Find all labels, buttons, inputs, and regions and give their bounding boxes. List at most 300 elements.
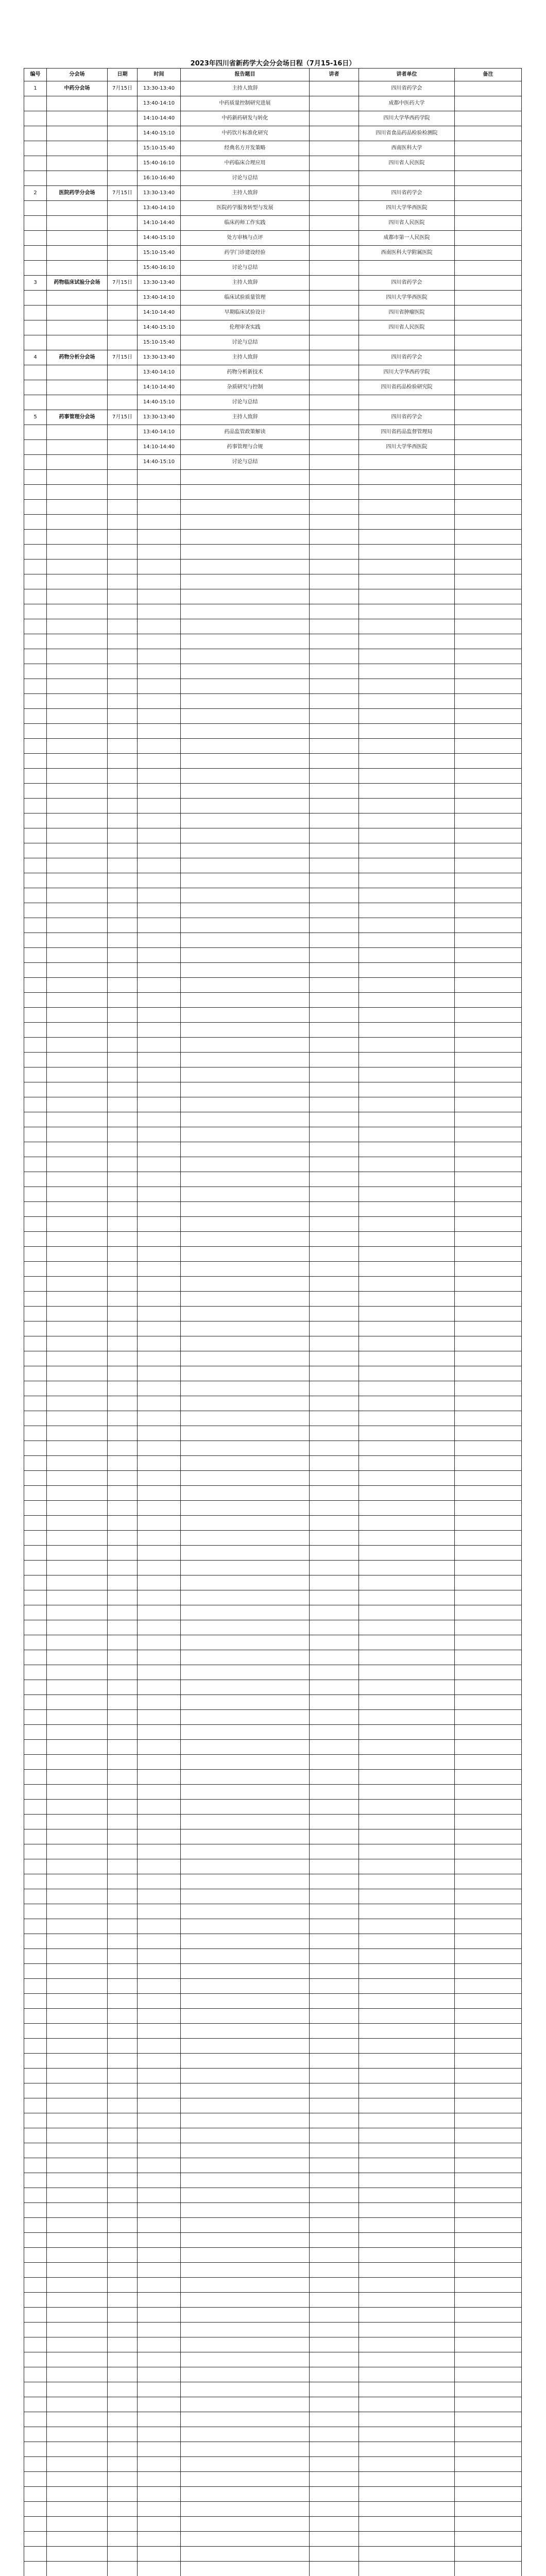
empty-cell: [310, 2218, 359, 2233]
table-row: [24, 96, 522, 111]
empty-cell: [138, 1321, 181, 1336]
empty-cell: [359, 1411, 455, 1426]
empty-cell: [455, 2517, 522, 2532]
table-row: [24, 2442, 522, 2457]
empty-cell: [310, 903, 359, 918]
cell-note: [455, 395, 522, 410]
empty-cell: [108, 918, 138, 933]
empty-cell: [359, 604, 455, 619]
cell-topic: 经典名方开发策略: [181, 141, 310, 156]
empty-cell: [359, 2547, 455, 2562]
empty-cell: [455, 1964, 522, 1979]
empty-cell: [359, 2113, 455, 2128]
empty-cell: [108, 933, 138, 948]
empty-cell: [310, 1426, 359, 1441]
empty-cell: [24, 828, 47, 843]
cell-time: 14:10-14:40: [138, 111, 181, 126]
empty-cell: [310, 1411, 359, 1426]
empty-cell: [359, 649, 455, 664]
empty-cell: [47, 2248, 108, 2263]
cell-unit: 成都中医药大学: [359, 96, 455, 111]
empty-cell: [24, 2158, 47, 2173]
empty-cell: [108, 2502, 138, 2517]
table-row: [24, 2128, 522, 2143]
empty-cell: [310, 2128, 359, 2143]
empty-cell: [455, 784, 522, 799]
cell-unit: 四川省药品检验研究院: [359, 380, 455, 395]
empty-cell: [455, 2069, 522, 2083]
empty-cell: [181, 560, 310, 574]
empty-cell: [455, 2293, 522, 2308]
empty-cell: [359, 1710, 455, 1725]
table-row: [24, 1142, 522, 1157]
empty-cell: [181, 1874, 310, 1889]
table-row: [24, 2487, 522, 2502]
empty-cell: [47, 1979, 108, 1994]
empty-cell: [455, 1067, 522, 1082]
cell-topic: 讨论与总结: [181, 455, 310, 470]
table-row: [24, 1934, 522, 1949]
empty-cell: [47, 993, 108, 1008]
empty-cell: [359, 2337, 455, 2352]
cell-topic: 药物分析新技术: [181, 365, 310, 380]
empty-cell: [181, 2233, 310, 2248]
empty-cell: [108, 1859, 138, 1874]
cell-note: [455, 231, 522, 246]
empty-cell: [310, 1546, 359, 1561]
empty-cell: [181, 2412, 310, 2427]
empty-cell: [24, 1277, 47, 1292]
empty-cell: [24, 1082, 47, 1097]
empty-cell: [359, 2263, 455, 2278]
empty-cell: [24, 933, 47, 948]
empty-cell: [47, 1605, 108, 1620]
table-row: [24, 2457, 522, 2472]
empty-cell: [359, 1097, 455, 1112]
empty-cell: [181, 2203, 310, 2218]
table-row: [24, 619, 522, 634]
empty-cell: [455, 2532, 522, 2547]
empty-cell: [47, 918, 108, 933]
empty-cell: [47, 2397, 108, 2412]
empty-cell: [108, 1770, 138, 1785]
empty-cell: [24, 2293, 47, 2308]
empty-cell: [138, 1336, 181, 1351]
table-row: [24, 948, 522, 963]
table-row: [24, 560, 522, 574]
empty-cell: [47, 1994, 108, 2009]
empty-cell: [138, 1471, 181, 1486]
empty-cell: [47, 1366, 108, 1381]
empty-cell: [181, 500, 310, 515]
cell-track: [47, 291, 108, 306]
empty-cell: [47, 2128, 108, 2143]
cell-track: [47, 126, 108, 141]
empty-cell: [455, 963, 522, 978]
empty-cell: [138, 530, 181, 545]
empty-cell: [181, 948, 310, 963]
cell-unit: 四川省人民医院: [359, 216, 455, 231]
empty-cell: [47, 1934, 108, 1949]
empty-cell: [181, 2487, 310, 2502]
table-row: [24, 933, 522, 948]
empty-cell: [24, 1067, 47, 1082]
col-header-track: 分会场: [47, 69, 108, 81]
empty-cell: [47, 574, 108, 589]
empty-cell: [24, 2412, 47, 2427]
empty-cell: [181, 679, 310, 694]
empty-cell: [108, 2218, 138, 2233]
cell-note: [455, 365, 522, 380]
empty-cell: [24, 724, 47, 739]
cell-time: 16:10-16:40: [138, 171, 181, 186]
table-row: [24, 1964, 522, 1979]
empty-cell: [359, 1635, 455, 1650]
empty-cell: [455, 1157, 522, 1172]
cell-topic: 医院药学服务转型与发展: [181, 201, 310, 216]
empty-cell: [359, 2218, 455, 2233]
empty-cell: [310, 1949, 359, 1964]
empty-cell: [359, 2128, 455, 2143]
empty-cell: [359, 485, 455, 500]
cell-speaker: [310, 261, 359, 276]
empty-cell: [138, 2083, 181, 2098]
empty-cell: [108, 1695, 138, 1710]
empty-cell: [181, 963, 310, 978]
empty-cell: [455, 2337, 522, 2352]
empty-cell: [181, 2337, 310, 2352]
empty-cell: [138, 589, 181, 604]
empty-cell: [359, 1142, 455, 1157]
empty-cell: [310, 515, 359, 530]
empty-cell: [181, 1740, 310, 1755]
table-row: [24, 276, 522, 291]
empty-cell: [47, 978, 108, 993]
empty-cell: [47, 1501, 108, 1516]
empty-cell: [455, 1202, 522, 1217]
table-row: [24, 843, 522, 858]
empty-cell: [310, 2098, 359, 2113]
table-row: [24, 858, 522, 873]
empty-cell: [24, 1023, 47, 1038]
empty-cell: [181, 2352, 310, 2367]
empty-cell: [181, 530, 310, 545]
empty-cell: [138, 1844, 181, 1859]
empty-cell: [310, 1157, 359, 1172]
cell-speaker: [310, 291, 359, 306]
empty-cell: [359, 1202, 455, 1217]
empty-cell: [108, 828, 138, 843]
cell-speaker: [310, 335, 359, 350]
empty-cell: [310, 1456, 359, 1471]
empty-cell: [181, 2113, 310, 2128]
empty-cell: [108, 2203, 138, 2218]
empty-cell: [47, 1785, 108, 1800]
empty-cell: [181, 619, 310, 634]
empty-cell: [47, 1874, 108, 1889]
empty-cell: [359, 1770, 455, 1785]
empty-cell: [310, 1815, 359, 1829]
table-row: [24, 1740, 522, 1755]
empty-cell: [47, 1710, 108, 1725]
table-row: [24, 1546, 522, 1561]
col-header-note: 备注: [455, 69, 522, 81]
table-row: [24, 2143, 522, 2158]
cell-track: [47, 261, 108, 276]
empty-cell: [138, 1396, 181, 1411]
empty-cell: [108, 1351, 138, 1366]
cell-date: [108, 231, 138, 246]
empty-cell: [24, 858, 47, 873]
cell-track: [47, 440, 108, 455]
empty-cell: [455, 1904, 522, 1919]
empty-cell: [181, 1411, 310, 1426]
empty-cell: [24, 978, 47, 993]
empty-cell: [108, 1023, 138, 1038]
cell-date: [108, 291, 138, 306]
empty-cell: [108, 2397, 138, 2412]
empty-cell: [24, 1590, 47, 1605]
table-row: [24, 1023, 522, 1038]
table-row: [24, 201, 522, 216]
empty-cell: [108, 2412, 138, 2427]
empty-cell: [138, 470, 181, 485]
cell-speaker: [310, 111, 359, 126]
empty-cell: [138, 1486, 181, 1501]
table-row: [24, 246, 522, 261]
empty-cell: [138, 1053, 181, 1067]
table-row: [24, 1426, 522, 1441]
table-row: [24, 2113, 522, 2128]
empty-cell: [310, 2547, 359, 2562]
empty-cell: [47, 2293, 108, 2308]
empty-cell: [24, 739, 47, 754]
table-header-row: [24, 69, 522, 81]
empty-cell: [24, 1710, 47, 1725]
empty-cell: [359, 1366, 455, 1381]
empty-cell: [24, 1038, 47, 1053]
empty-cell: [138, 828, 181, 843]
empty-cell: [108, 858, 138, 873]
empty-cell: [138, 784, 181, 799]
empty-cell: [108, 1575, 138, 1590]
empty-cell: [108, 1665, 138, 1680]
cell-speaker: [310, 276, 359, 291]
empty-cell: [108, 1546, 138, 1561]
cell-code: [24, 126, 47, 141]
empty-cell: [138, 2293, 181, 2308]
empty-cell: [24, 1650, 47, 1665]
empty-cell: [359, 2054, 455, 2069]
empty-cell: [181, 2457, 310, 2472]
empty-cell: [138, 1919, 181, 1934]
empty-cell: [24, 1112, 47, 1127]
empty-cell: [310, 1381, 359, 1396]
empty-cell: [24, 1964, 47, 1979]
cell-date: [108, 320, 138, 335]
empty-cell: [455, 679, 522, 694]
empty-cell: [181, 2278, 310, 2293]
empty-cell: [455, 2367, 522, 2382]
table-row: [24, 1307, 522, 1321]
table-row: [24, 1202, 522, 1217]
empty-cell: [138, 1038, 181, 1053]
table-row: [24, 649, 522, 664]
empty-cell: [310, 2263, 359, 2278]
empty-cell: [24, 1321, 47, 1336]
empty-cell: [108, 485, 138, 500]
empty-cell: [359, 828, 455, 843]
empty-cell: [24, 664, 47, 679]
empty-cell: [359, 1321, 455, 1336]
empty-cell: [181, 1829, 310, 1844]
empty-cell: [310, 1441, 359, 1456]
empty-cell: [24, 2128, 47, 2143]
empty-cell: [47, 2113, 108, 2128]
empty-cell: [47, 1441, 108, 1456]
empty-cell: [138, 978, 181, 993]
empty-cell: [181, 918, 310, 933]
cell-track: 药物分析分会场: [47, 350, 108, 365]
empty-cell: [310, 1038, 359, 1053]
empty-cell: [24, 1919, 47, 1934]
empty-cell: [47, 2069, 108, 2083]
empty-cell: [108, 1531, 138, 1546]
empty-cell: [310, 1142, 359, 1157]
empty-cell: [359, 1292, 455, 1307]
table-row: [24, 395, 522, 410]
empty-cell: [181, 574, 310, 589]
empty-cell: [181, 2323, 310, 2337]
empty-cell: [138, 1590, 181, 1605]
empty-cell: [138, 2098, 181, 2113]
empty-cell: [359, 679, 455, 694]
empty-cell: [24, 1949, 47, 1964]
empty-cell: [310, 2054, 359, 2069]
empty-cell: [138, 873, 181, 888]
empty-cell: [24, 709, 47, 724]
empty-cell: [47, 1247, 108, 1262]
empty-cell: [181, 2382, 310, 2397]
empty-cell: [24, 2547, 47, 2562]
empty-cell: [359, 2397, 455, 2412]
empty-cell: [47, 1919, 108, 1934]
table-row: [24, 1038, 522, 1053]
empty-cell: [24, 2472, 47, 2487]
empty-cell: [24, 769, 47, 784]
empty-cell: [108, 2517, 138, 2532]
empty-cell: [24, 1486, 47, 1501]
table-row: [24, 2412, 522, 2427]
cell-topic: 临床药师工作实践: [181, 216, 310, 231]
empty-cell: [181, 1546, 310, 1561]
cell-time: 13:30-13:40: [138, 410, 181, 425]
table-row: [24, 1336, 522, 1351]
empty-cell: [24, 2009, 47, 2024]
empty-cell: [24, 1859, 47, 1874]
empty-cell: [47, 1516, 108, 1531]
empty-cell: [455, 1486, 522, 1501]
empty-cell: [455, 2188, 522, 2203]
empty-cell: [310, 679, 359, 694]
empty-cell: [359, 888, 455, 903]
empty-cell: [359, 1187, 455, 1202]
empty-cell: [310, 1785, 359, 1800]
empty-cell: [455, 993, 522, 1008]
cell-time: 15:40-16:10: [138, 156, 181, 171]
empty-cell: [359, 1023, 455, 1038]
empty-cell: [47, 1038, 108, 1053]
empty-cell: [138, 1202, 181, 1217]
empty-cell: [455, 515, 522, 530]
empty-cell: [24, 2382, 47, 2397]
cell-speaker: [310, 455, 359, 470]
cell-track: [47, 111, 108, 126]
empty-cell: [108, 1082, 138, 1097]
empty-cell: [47, 589, 108, 604]
empty-cell: [47, 1590, 108, 1605]
empty-cell: [181, 1531, 310, 1546]
empty-cell: [359, 1829, 455, 1844]
empty-cell: [138, 754, 181, 769]
empty-cell: [455, 1770, 522, 1785]
empty-cell: [310, 634, 359, 649]
cell-speaker: [310, 81, 359, 96]
empty-cell: [24, 589, 47, 604]
table-row: [24, 2562, 522, 2576]
empty-cell: [181, 1247, 310, 1262]
table-row: [24, 828, 522, 843]
empty-cell: [24, 2203, 47, 2218]
empty-cell: [455, 485, 522, 500]
empty-cell: [359, 1471, 455, 1486]
empty-cell: [455, 1232, 522, 1247]
empty-cell: [138, 1307, 181, 1321]
empty-cell: [181, 1755, 310, 1770]
empty-cell: [181, 589, 310, 604]
cell-topic: 主持人致辞: [181, 81, 310, 96]
table-row: [24, 1605, 522, 1620]
empty-cell: [47, 1829, 108, 1844]
cell-date: [108, 261, 138, 276]
empty-cell: [108, 1411, 138, 1426]
cell-speaker: [310, 380, 359, 395]
empty-cell: [181, 1112, 310, 1127]
empty-cell: [24, 2039, 47, 2054]
empty-cell: [310, 2203, 359, 2218]
empty-cell: [47, 1127, 108, 1142]
cell-track: [47, 380, 108, 395]
empty-cell: [455, 2562, 522, 2576]
empty-cell: [181, 2442, 310, 2457]
empty-cell: [138, 2352, 181, 2367]
empty-cell: [455, 1247, 522, 1262]
empty-cell: [359, 1426, 455, 1441]
empty-cell: [181, 828, 310, 843]
empty-cell: [181, 604, 310, 619]
empty-cell: [455, 1441, 522, 1456]
empty-cell: [138, 1277, 181, 1292]
cell-date: [108, 171, 138, 186]
empty-cell: [455, 649, 522, 664]
empty-cell: [181, 784, 310, 799]
cell-unit: 四川省食品药品检验检测院: [359, 126, 455, 141]
empty-cell: [181, 2158, 310, 2173]
empty-cell: [47, 2352, 108, 2367]
cell-note: [455, 350, 522, 365]
empty-cell: [24, 1755, 47, 1770]
empty-cell: [138, 1964, 181, 1979]
